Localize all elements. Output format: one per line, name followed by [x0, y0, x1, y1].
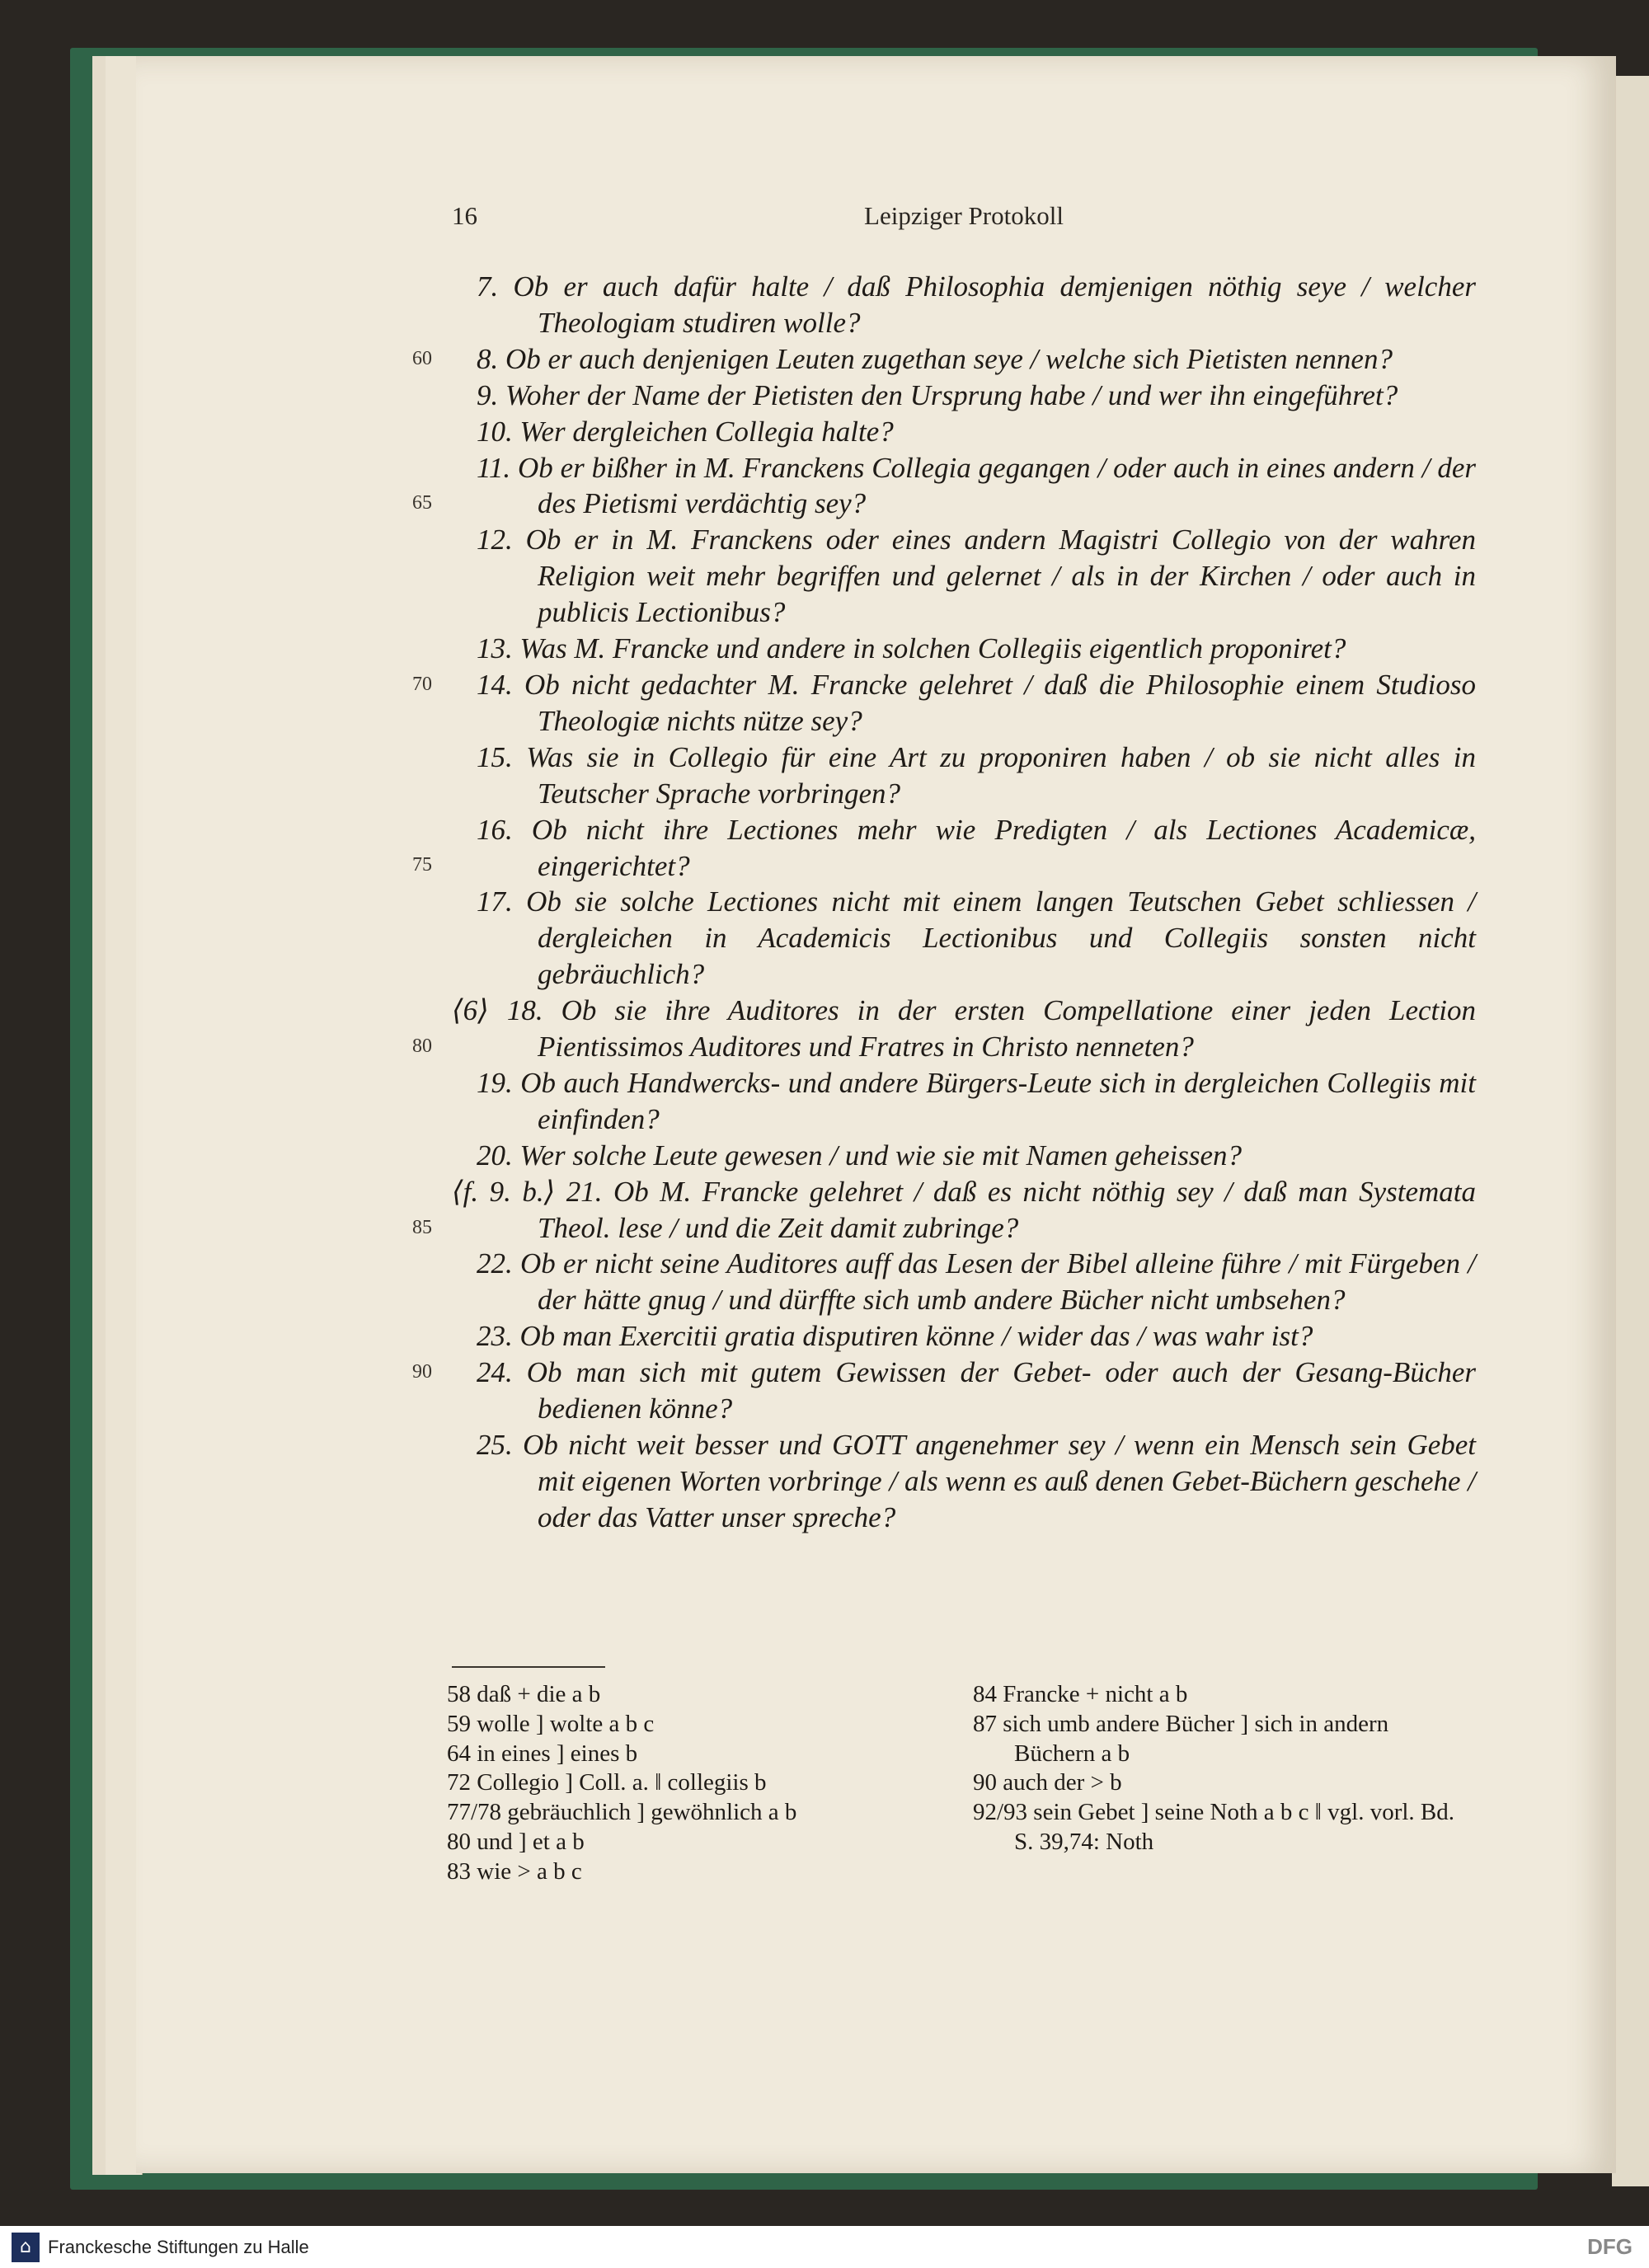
page-number: 16 — [452, 201, 477, 230]
line-number: 65 — [412, 492, 432, 514]
question-number: 9. — [477, 378, 499, 411]
question-23 — [452, 1318, 1476, 1355]
question-21 — [412, 1174, 1476, 1247]
question-text: Ob man Exercitii gratia disputiren könne / wider das / was wahr ist? — [519, 1320, 1313, 1353]
apparatus-right — [973, 1680, 1468, 1857]
apparatus-note: 58 daß + die a b — [447, 1681, 601, 1707]
question-number: 11. — [477, 451, 511, 484]
question-13 — [452, 631, 1476, 667]
question-number: ⟨6⟩ 18. — [452, 994, 543, 1027]
question-text: Ob nicht weit besser und GOTT angenehmer sey / wenn ein Mensch sein Gebet mit eigenen Worten vorbringe / als wenn es auß denen Gebet-Büchern geschehe / oder das Vatter unser spreche? — [523, 1429, 1477, 1533]
question-number: 16. — [477, 813, 513, 846]
question-number: 22. — [477, 1247, 513, 1280]
question-text: Ob er auch denjenigen Leuten zugethan seye / welche sich Pietisten nennen? — [505, 342, 1393, 375]
question-24 — [412, 1355, 1477, 1427]
apparatus-note: 64 in eines ] eines b — [447, 1740, 638, 1767]
question-number: ⟨f. 9. b.⟩ 21. — [452, 1175, 603, 1208]
apparatus-note: 84 Francke + nicht a b — [973, 1681, 1188, 1707]
line-number: 75 — [412, 854, 432, 876]
question-text: Ob er in M. Franckens oder eines andern Magistri Collegio von der wahren Religion weit mehr begriffen und gelernet / als in der Kirchen / oder auch in publicis Lectionibus? — [525, 524, 1477, 629]
apparatus-note: 87 sich umb andere Bücher ] sich in andern Büchern a b — [973, 1710, 1389, 1767]
institution-logo-icon: ⌂ — [12, 2233, 40, 2262]
apparatus-note: 72 Collegio ] Coll. a. ‖ collegiis b — [447, 1769, 767, 1796]
line-number: 85 — [412, 1216, 432, 1238]
question-7 — [452, 269, 1476, 341]
facing-page-edge — [1612, 76, 1649, 2186]
question-15 — [452, 740, 1476, 812]
question-number: 7. — [477, 270, 499, 303]
apparatus-left — [447, 1680, 958, 1887]
question-number: 14. — [477, 668, 513, 701]
question-text: Ob er auch dafür halte / daß Philosophia demjenigen nöthig seye / welcher Theologiam studiren wolle? — [513, 270, 1476, 339]
question-text: Was M. Francke und andere in solchen Collegiis eigentlich proponiret? — [519, 632, 1346, 665]
question-number: 8. — [477, 342, 499, 375]
apparatus-note: 59 wolle ] wolte a b c — [447, 1710, 655, 1737]
line-number: 70 — [412, 673, 432, 695]
question-16 — [412, 812, 1476, 885]
question-number: 13. — [477, 632, 513, 665]
viewer-footer — [0, 2226, 1649, 2268]
apparatus-note: 80 und ] et a b — [447, 1828, 585, 1855]
question-number: 20. — [477, 1139, 513, 1172]
footnote-rule — [452, 1666, 605, 1668]
question-22 — [452, 1246, 1476, 1318]
question-number: 10. — [477, 415, 513, 448]
apparatus-note: 92/93 sein Gebet ] seine Noth a b c ‖ vgl. vorl. Bd. S. 39,74: Noth — [973, 1799, 1455, 1855]
question-list — [412, 269, 1477, 1536]
question-text: Ob er bißher in M. Franckens Collegia gegangen / oder auch in eines andern / der des Pietismi verdächtig sey? — [518, 451, 1476, 520]
question-text: Ob man sich mit gutem Gewissen der Gebet- oder auch der Gesang-Bücher bedienen könne? — [526, 1356, 1477, 1425]
apparatus-note: 90 auch der > b — [973, 1769, 1122, 1796]
question-text: Ob auch Handwercks- und andere Bürgers-Leute sich in dergleichen Collegiis mit einfinden? — [520, 1066, 1476, 1135]
line-number: 90 — [412, 1361, 432, 1383]
institution-name: Franckesche Stiftungen zu Halle — [48, 2237, 309, 2257]
question-17 — [452, 884, 1476, 993]
question-text: Woher der Name der Pietisten den Ursprung habe / und wer ihn eingeführet? — [505, 378, 1398, 411]
question-text: Wer solche Leute gewesen / und wie sie mit Namen geheissen? — [519, 1139, 1242, 1172]
question-19 — [452, 1065, 1476, 1138]
question-text: Ob er nicht seine Auditores auff das Lesen der Bibel alleine führe / mit Fürgeben / der hätte gnug / und dürffte sich umb andere Bücher nicht umbsehen? — [520, 1247, 1476, 1317]
question-14 — [412, 667, 1477, 740]
question-text: Was sie in Collegio für eine Art zu proponiren haben / ob sie nicht alles in Teutscher Sprache vorbringen? — [526, 740, 1477, 810]
question-text: Ob nicht gedachter M. Francke gelehret / daß die Philosophie einem Studioso Theologiæ nichts nütze sey? — [524, 668, 1477, 737]
question-20 — [452, 1138, 1476, 1174]
question-text: Ob nicht ihre Lectiones mehr wie Predigten / als Lectiones Academicæ, eingerichtet? — [531, 813, 1476, 882]
question-number: 15. — [477, 740, 513, 773]
question-number: 12. — [477, 524, 513, 556]
question-text: Wer dergleichen Collegia halte? — [519, 415, 894, 448]
running-title: Leipziger Protokoll — [864, 201, 1064, 230]
question-number: 19. — [477, 1066, 513, 1099]
question-10 — [452, 414, 1476, 450]
question-11 — [412, 450, 1476, 523]
question-9 — [452, 378, 1476, 414]
question-text: Ob M. Francke gelehret / daß es nicht nöthig sey / daß man Systemata Theol. lese / und die Zeit damit zubringe? — [538, 1175, 1476, 1244]
apparatus-note: 83 wie > a b c — [447, 1857, 582, 1885]
line-number: 60 — [412, 347, 432, 369]
line-number: 80 — [412, 1035, 432, 1058]
question-8 — [412, 341, 1476, 378]
question-18 — [412, 993, 1476, 1065]
question-number: 23. — [477, 1320, 513, 1353]
question-number: 24. — [477, 1356, 513, 1389]
question-number: 25. — [477, 1429, 513, 1461]
apparatus-note: 77/78 gebräuchlich ] gewöhnlich a b — [447, 1799, 797, 1826]
question-text: Ob sie solche Lectiones nicht mit einem langen Teutschen Gebet schliessen / dergleichen in Academicis Lectionibus und Collegiis sonsten nicht gebräuchlich? — [526, 885, 1477, 991]
question-25 — [452, 1427, 1476, 1536]
question-number: 17. — [477, 885, 513, 918]
dfg-logo: DFG — [1587, 2234, 1633, 2259]
question-12 — [452, 522, 1476, 631]
question-text: Ob sie ihre Auditores in der ersten Compellatione einer jeden Lection Pientissimos Auditores und Fratres in Christo nenneten? — [538, 994, 1476, 1064]
